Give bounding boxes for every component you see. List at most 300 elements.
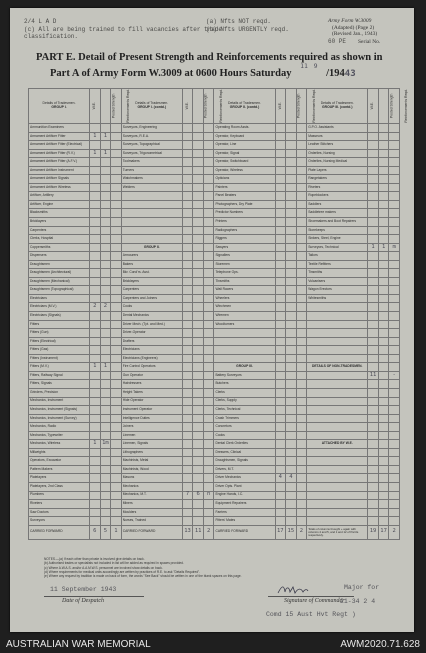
count-cell: [286, 337, 297, 346]
count-cell: [100, 166, 111, 175]
count-cell: [368, 269, 379, 278]
count-cell: [368, 124, 379, 133]
count-cell: [275, 431, 286, 440]
table-row: [29, 175, 400, 184]
count-cell: [368, 166, 379, 175]
count-cell: [193, 243, 204, 252]
count-cell: [90, 175, 101, 184]
count-cell: [182, 500, 193, 509]
count-cell: [286, 380, 297, 389]
table-row: [29, 149, 400, 158]
count-cell: [378, 183, 389, 192]
count-cell: [111, 269, 122, 278]
count-cell: [193, 414, 204, 423]
part-title: PART E. Detail of Present Strength and Reinforcements required as shown in: [36, 52, 383, 63]
count-cell: [111, 260, 122, 269]
count-cell: [368, 414, 379, 423]
month-value: 9: [313, 62, 318, 70]
commander-signature: [276, 583, 310, 597]
carry-value: 6: [90, 525, 101, 539]
count-cell: [193, 354, 204, 363]
count-cell: [100, 500, 111, 509]
count-cell: 4: [275, 474, 286, 483]
table-row: [29, 243, 400, 252]
count-cell: [193, 269, 204, 278]
count-cell: [286, 312, 297, 321]
table-row: [29, 388, 400, 397]
trade-label: Clerks, Hospital: [29, 235, 90, 244]
trade-label: Armament Artificer Fitter (A.F.V.): [29, 158, 90, 167]
count-cell: [90, 218, 101, 227]
count-cell: 1: [100, 363, 111, 372]
trade-label: Operator, Keyboard: [214, 132, 275, 141]
count-cell: [286, 329, 297, 338]
count-cell: [389, 149, 400, 158]
count-cell: [193, 500, 204, 509]
trade-label: [121, 200, 182, 209]
trade-label: Fitters (Instrument): [29, 354, 90, 363]
trade-label: Driver-Operator: [121, 329, 182, 338]
trade-label: Draughtsmen, Signals: [214, 457, 275, 466]
count-cell: [275, 320, 286, 329]
count-cell: [90, 491, 101, 500]
count-cell: [368, 354, 379, 363]
count-cell: [90, 448, 101, 457]
count-cell: [368, 431, 379, 440]
count-cell: [368, 252, 379, 261]
trade-label: [214, 346, 275, 355]
trade-label: Mechanics, M.T.: [121, 491, 182, 500]
count-cell: [90, 277, 101, 286]
count-cell: [368, 132, 379, 141]
count-cell: [193, 192, 204, 201]
count-cell: [296, 517, 307, 526]
count-cell: [389, 482, 400, 491]
count-cell: [111, 303, 122, 312]
trade-label: Surveyors, Engineering: [121, 124, 182, 133]
count-cell: [368, 294, 379, 303]
trade-label: Wiremen: [214, 312, 275, 321]
trade-label: Driver Mech. (Tpt. and Med.): [121, 320, 182, 329]
trade-label: Fitters, Railway Signal: [29, 371, 90, 380]
count-cell: [111, 235, 122, 244]
count-cell: [296, 124, 307, 133]
count-cell: [193, 158, 204, 167]
count-cell: [378, 440, 389, 449]
trade-label: Electricians (Engineers): [121, 354, 182, 363]
count-cell: [378, 380, 389, 389]
col-header-we: W.E.: [90, 89, 101, 124]
count-cell: [389, 235, 400, 244]
unit-typed: 2/4 L A D: [24, 18, 57, 25]
count-cell: [378, 346, 389, 355]
count-cell: [389, 508, 400, 517]
count-cell: [286, 397, 297, 406]
commander-line: [268, 596, 354, 597]
table-row: [29, 269, 400, 278]
count-cell: [182, 465, 193, 474]
count-cell: [296, 141, 307, 150]
count-cell: [100, 312, 111, 321]
count-cell: [182, 175, 193, 184]
trade-label: [121, 218, 182, 227]
count-cell: [182, 183, 193, 192]
count-cell: [111, 277, 122, 286]
count-cell: [368, 329, 379, 338]
trade-label: Saw Doctors: [29, 508, 90, 517]
count-cell: [275, 183, 286, 192]
table-row: [29, 320, 400, 329]
count-cell: [275, 371, 286, 380]
count-cell: [286, 354, 297, 363]
trade-label: ATTACHED BY W.E.: [307, 440, 368, 449]
count-cell: [275, 141, 286, 150]
count-cell: [193, 337, 204, 346]
table-row: [29, 354, 400, 363]
count-cell: [100, 269, 111, 278]
trade-label: [307, 380, 368, 389]
count-cell: [286, 371, 297, 380]
trade-label: Printers: [214, 218, 275, 227]
count-cell: 1: [100, 132, 111, 141]
count-cell: [100, 277, 111, 286]
count-cell: 1: [90, 149, 101, 158]
count-cell: [193, 294, 204, 303]
count-cell: [182, 482, 193, 491]
table-row: [29, 141, 400, 150]
col-header-reinf: Reinforcements Reqd.: [389, 89, 400, 124]
trade-label: Wheelers: [214, 294, 275, 303]
count-cell: [100, 183, 111, 192]
count-cell: [111, 149, 122, 158]
table-body: [29, 124, 400, 526]
count-cell: [389, 226, 400, 235]
count-cell: [203, 354, 214, 363]
trade-label: Battery Surveyors: [214, 371, 275, 380]
table-header: [29, 89, 400, 124]
count-cell: [182, 517, 193, 526]
trade-label: G.P.O. Assistants: [307, 124, 368, 133]
count-cell: [368, 303, 379, 312]
count-cell: [100, 294, 111, 303]
table-row: [29, 124, 400, 133]
count-cell: [100, 226, 111, 235]
table-row: [29, 517, 400, 526]
trade-label: Lithographers: [121, 448, 182, 457]
carry-value: 2: [296, 525, 307, 539]
trade-label: Bricklayers: [121, 277, 182, 286]
trade-label: Draughtsmen (Architectural): [29, 269, 90, 278]
trade-label: Electricians (Signals): [29, 312, 90, 321]
count-cell: [111, 388, 122, 397]
count-cell: [296, 175, 307, 184]
col-header-posted: Posted Strength: [286, 89, 297, 124]
trade-label: Woodturners: [214, 320, 275, 329]
count-cell: [378, 192, 389, 201]
table-row: [29, 260, 400, 269]
table-row: [29, 192, 400, 201]
count-cell: [378, 508, 389, 517]
count-cell: [389, 252, 400, 261]
count-cell: [368, 397, 379, 406]
count-cell: [296, 269, 307, 278]
count-cell: [378, 431, 389, 440]
count-cell: [111, 346, 122, 355]
trade-label: Turners: [121, 166, 182, 175]
count-cell: [389, 397, 400, 406]
count-cell: [296, 320, 307, 329]
count-cell: [275, 218, 286, 227]
trade-label: Height Takers: [121, 388, 182, 397]
status-b: (b) Nfts URGENTLY reqd.: [206, 26, 289, 33]
count-cell: [182, 508, 193, 517]
count-cell: [182, 346, 193, 355]
carry-value: 17: [378, 525, 389, 539]
count-cell: [203, 175, 214, 184]
count-cell: [389, 166, 400, 175]
count-cell: [203, 132, 214, 141]
unit-line-2: Comd 15 Aust Hvt Regt ): [266, 611, 356, 618]
count-cell: [389, 406, 400, 415]
count-cell: [368, 482, 379, 491]
table-row: [29, 286, 400, 295]
count-cell: [389, 354, 400, 363]
col-header-details: Details of Tradesmen. GROUP III. (contd.): [307, 89, 368, 124]
typed-ref: 60 PE: [328, 38, 347, 45]
count-cell: [100, 431, 111, 440]
count-cell: [111, 175, 122, 184]
year-suffix: /194: [326, 68, 345, 79]
trade-label: Electricians (M.V.): [29, 303, 90, 312]
trade-label: [307, 414, 368, 423]
trade-label: Miners: [121, 500, 182, 509]
count-cell: [389, 312, 400, 321]
count-cell: [296, 337, 307, 346]
note-line: (e) Where any request by tradition is made on back of form, the words "See Back" should be written in one of the blank spaces on this page.: [44, 574, 242, 579]
count-cell: [111, 166, 122, 175]
count-cell: [193, 457, 204, 466]
count-cell: [90, 320, 101, 329]
count-cell: [90, 192, 101, 201]
count-cell: [203, 252, 214, 261]
table-row: [29, 337, 400, 346]
watermark-right: AWM2020.71.628: [340, 639, 420, 650]
trade-label: Radiographers: [214, 226, 275, 235]
trade-label: Riveters: [307, 183, 368, 192]
trade-label: [307, 406, 368, 415]
count-cell: [182, 166, 193, 175]
watermark-left: AUSTRALIAN WAR MEMORIAL: [6, 639, 151, 650]
count-cell: [296, 200, 307, 209]
count-cell: [111, 491, 122, 500]
count-cell: [378, 252, 389, 261]
trade-label: Instrument Operator: [121, 406, 182, 415]
trade-label: Winchmen: [214, 303, 275, 312]
count-cell: [378, 363, 389, 372]
count-cell: [296, 252, 307, 261]
count-cell: [90, 166, 101, 175]
trade-label: [307, 320, 368, 329]
count-cell: [193, 149, 204, 158]
count-cell: [100, 457, 111, 466]
count-cell: [296, 414, 307, 423]
serial-label: Serial No.: [358, 39, 381, 45]
count-cell: [111, 397, 122, 406]
count-cell: [378, 269, 389, 278]
count-cell: [275, 269, 286, 278]
count-cell: [90, 500, 101, 509]
classification-note: (c) All are being trained to fill vacancies after trade classification.: [24, 26, 223, 40]
count-cell: [182, 397, 193, 406]
count-cell: [90, 482, 101, 491]
count-cell: [368, 388, 379, 397]
count-cell: [100, 218, 111, 227]
count-cell: [203, 363, 214, 372]
count-cell: [111, 226, 122, 235]
count-cell: [90, 269, 101, 278]
trade-label: Crash Trimmers: [214, 414, 275, 423]
despatch-date: 11 September 1943: [50, 586, 117, 593]
carry-value: 2: [203, 525, 214, 539]
count-cell: [275, 158, 286, 167]
count-cell: [182, 243, 193, 252]
carry-value: 15: [286, 525, 297, 539]
count-cell: [286, 200, 297, 209]
count-cell: [275, 363, 286, 372]
trade-label: Dressers, Clinical: [214, 448, 275, 457]
count-cell: [182, 260, 193, 269]
count-cell: [389, 294, 400, 303]
count-cell: [389, 491, 400, 500]
count-cell: [368, 517, 379, 526]
count-cell: [203, 200, 214, 209]
count-cell: 7: [182, 491, 193, 500]
count-cell: [193, 175, 204, 184]
table-row: [29, 457, 400, 466]
count-cell: [100, 320, 111, 329]
count-cell: [90, 183, 101, 192]
trade-label: Moulders: [121, 508, 182, 517]
trade-label: Armament Artificer Signals: [29, 175, 90, 184]
count-cell: [193, 166, 204, 175]
count-cell: [368, 209, 379, 218]
count-cell: [296, 183, 307, 192]
trade-label: Saddlers: [307, 200, 368, 209]
count-cell: [182, 457, 193, 466]
trade-label: Surveyors, Trigonometrical: [121, 149, 182, 158]
trade-label: Equipment Repairers: [214, 500, 275, 509]
count-cell: [193, 200, 204, 209]
count-cell: [368, 337, 379, 346]
count-cell: [368, 465, 379, 474]
count-cell: [378, 149, 389, 158]
count-cell: [275, 337, 286, 346]
count-cell: [193, 124, 204, 133]
count-cell: [111, 431, 122, 440]
count-cell: [286, 149, 297, 158]
count-cell: [286, 235, 297, 244]
count-cell: [286, 277, 297, 286]
table-row: [29, 132, 400, 141]
form-revised: (Revised Jan., 1943): [332, 31, 378, 37]
trade-label: Cooks: [121, 303, 182, 312]
trade-label: Engine Hands, I.C.: [214, 491, 275, 500]
count-cell: 11: [368, 371, 379, 380]
count-cell: [100, 474, 111, 483]
count-cell: [296, 397, 307, 406]
table-row: [29, 397, 400, 406]
trade-label: Operators, Excavator: [29, 457, 90, 466]
count-cell: [203, 371, 214, 380]
trade-label: [307, 346, 368, 355]
table-row: [29, 371, 400, 380]
count-cell: [111, 124, 122, 133]
trade-label: [307, 303, 368, 312]
count-cell: [182, 363, 193, 372]
trade-label: Mechanics, Instrument (Signals): [29, 406, 90, 415]
count-cell: [182, 414, 193, 423]
carry-value: 11: [193, 525, 204, 539]
count-cell: [296, 423, 307, 432]
count-cell: [296, 218, 307, 227]
count-cell: [90, 414, 101, 423]
count-cell: [90, 158, 101, 167]
count-cell: [378, 218, 389, 227]
count-cell: [111, 252, 122, 261]
count-cell: [193, 226, 204, 235]
count-cell: [275, 380, 286, 389]
count-cell: [389, 457, 400, 466]
strength-table: [28, 88, 409, 540]
count-cell: [203, 124, 214, 133]
count-cell: [286, 294, 297, 303]
count-cell: [275, 448, 286, 457]
count-cell: 6: [193, 491, 204, 500]
col-header-details: Details of Tradesmen. GROUP II. (contd.): [214, 89, 275, 124]
trade-label: [214, 329, 275, 338]
count-cell: [275, 166, 286, 175]
count-cell: [111, 209, 122, 218]
count-cell: [111, 448, 122, 457]
trade-label: Surveyors, Technical: [307, 243, 368, 252]
count-cell: [389, 500, 400, 509]
count-cell: [368, 406, 379, 415]
col-header-we: W.E.: [182, 89, 193, 124]
count-cell: [286, 508, 297, 517]
count-cell: [100, 508, 111, 517]
watermark-bar: [0, 636, 426, 653]
table-row: [29, 218, 400, 227]
count-cell: [389, 269, 400, 278]
count-cell: [389, 218, 400, 227]
count-cell: [296, 431, 307, 440]
trade-label: Nurses, Trained: [121, 517, 182, 526]
count-cell: [368, 474, 379, 483]
count-cell: [90, 465, 101, 474]
trade-label: Joiners: [121, 423, 182, 432]
count-cell: [275, 354, 286, 363]
count-cell: [286, 226, 297, 235]
count-cell: [378, 448, 389, 457]
trade-label: Concretors: [214, 423, 275, 432]
trade-label: Fitters (M.V.): [29, 363, 90, 372]
trade-label: [307, 371, 368, 380]
count-cell: [275, 235, 286, 244]
count-cell: [90, 294, 101, 303]
trade-label: Fitters (Gas): [29, 346, 90, 355]
count-cell: [368, 218, 379, 227]
count-cell: [368, 448, 379, 457]
